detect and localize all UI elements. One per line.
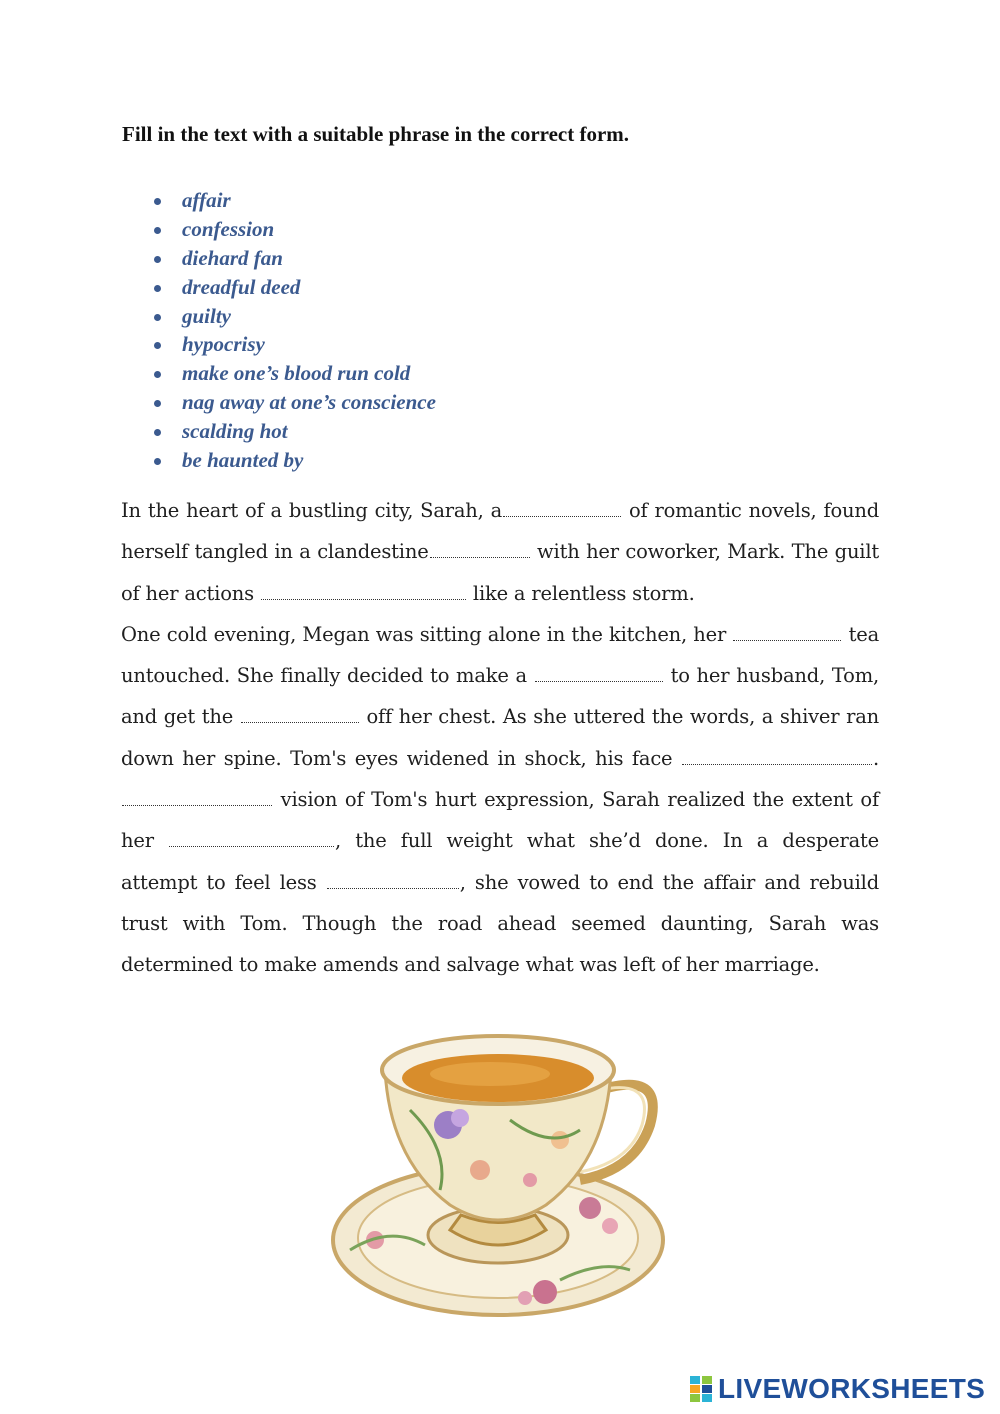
word-bank-item: scalding hot bbox=[122, 417, 436, 446]
word-bank-item: dreadful deed bbox=[122, 273, 436, 302]
word-bank-item: make one’s blood run cold bbox=[122, 359, 436, 388]
story-text: like a relentless storm. bbox=[472, 581, 695, 605]
teacup-illustration bbox=[330, 1030, 670, 1320]
story-text: to her husband, Tom, and get the bbox=[121, 664, 879, 729]
brand-text: LIVEWORKSHEETS bbox=[718, 1373, 986, 1404]
story-text: with her coworker, Mark. The guilt of her actions bbox=[121, 540, 880, 605]
story-text: vision of Tom's hurt expression, Sarah realized the extent of her bbox=[121, 788, 879, 853]
liveworksheets-logo-icon bbox=[690, 1376, 714, 1402]
story-paragraph bbox=[121, 490, 879, 986]
story-text: of romantic novels, found herself tangled in a clandestine bbox=[121, 499, 880, 564]
blank-9[interactable] bbox=[169, 826, 334, 847]
word-bank-item: be haunted by bbox=[122, 446, 436, 475]
blank-2[interactable] bbox=[430, 537, 530, 558]
word-bank-item: guilty bbox=[122, 302, 436, 331]
word-bank bbox=[122, 186, 436, 475]
story-text: , she vowed to end the affair and rebuild trust with Tom. Though the road ahead seemed daunting, Sarah was determined to make amends and salvage what was left of her marriage. bbox=[121, 870, 879, 977]
word-bank-item: hypocrisy bbox=[122, 330, 436, 359]
blank-4[interactable] bbox=[733, 620, 841, 641]
story-text: tea untouched. She finally decided to make a bbox=[121, 622, 879, 688]
blank-5[interactable] bbox=[535, 661, 663, 682]
story-text: , the full weight what she’d done. In a desperate attempt to feel less bbox=[121, 829, 879, 894]
story-text: One cold evening, Megan was sitting alone in the kitchen, her bbox=[121, 622, 727, 646]
word-bank-item: nag away at one’s conscience bbox=[122, 388, 436, 417]
word-bank-item: affair bbox=[122, 186, 436, 215]
blank-10[interactable] bbox=[327, 868, 459, 889]
teacup-icon bbox=[330, 1030, 670, 1320]
blank-7[interactable] bbox=[682, 744, 872, 765]
brand-logo bbox=[690, 1372, 985, 1406]
blank-8[interactable] bbox=[122, 785, 272, 806]
story-text: off her chest. As she uttered the words, a shiver ran down her spine. Tom's eyes widened in shock, his face bbox=[121, 705, 879, 770]
blank-6[interactable] bbox=[241, 702, 359, 723]
word-bank-item: diehard fan bbox=[122, 244, 436, 273]
story-text: In the heart of a bustling city, Sarah, a bbox=[121, 499, 503, 522]
blank-1[interactable] bbox=[503, 496, 621, 517]
instructions-heading: Fill in the text with a suitable phrase in the correct form. bbox=[122, 122, 630, 146]
story-text: . bbox=[873, 746, 879, 770]
blank-3[interactable] bbox=[261, 579, 466, 600]
word-bank-item: confession bbox=[122, 215, 436, 244]
